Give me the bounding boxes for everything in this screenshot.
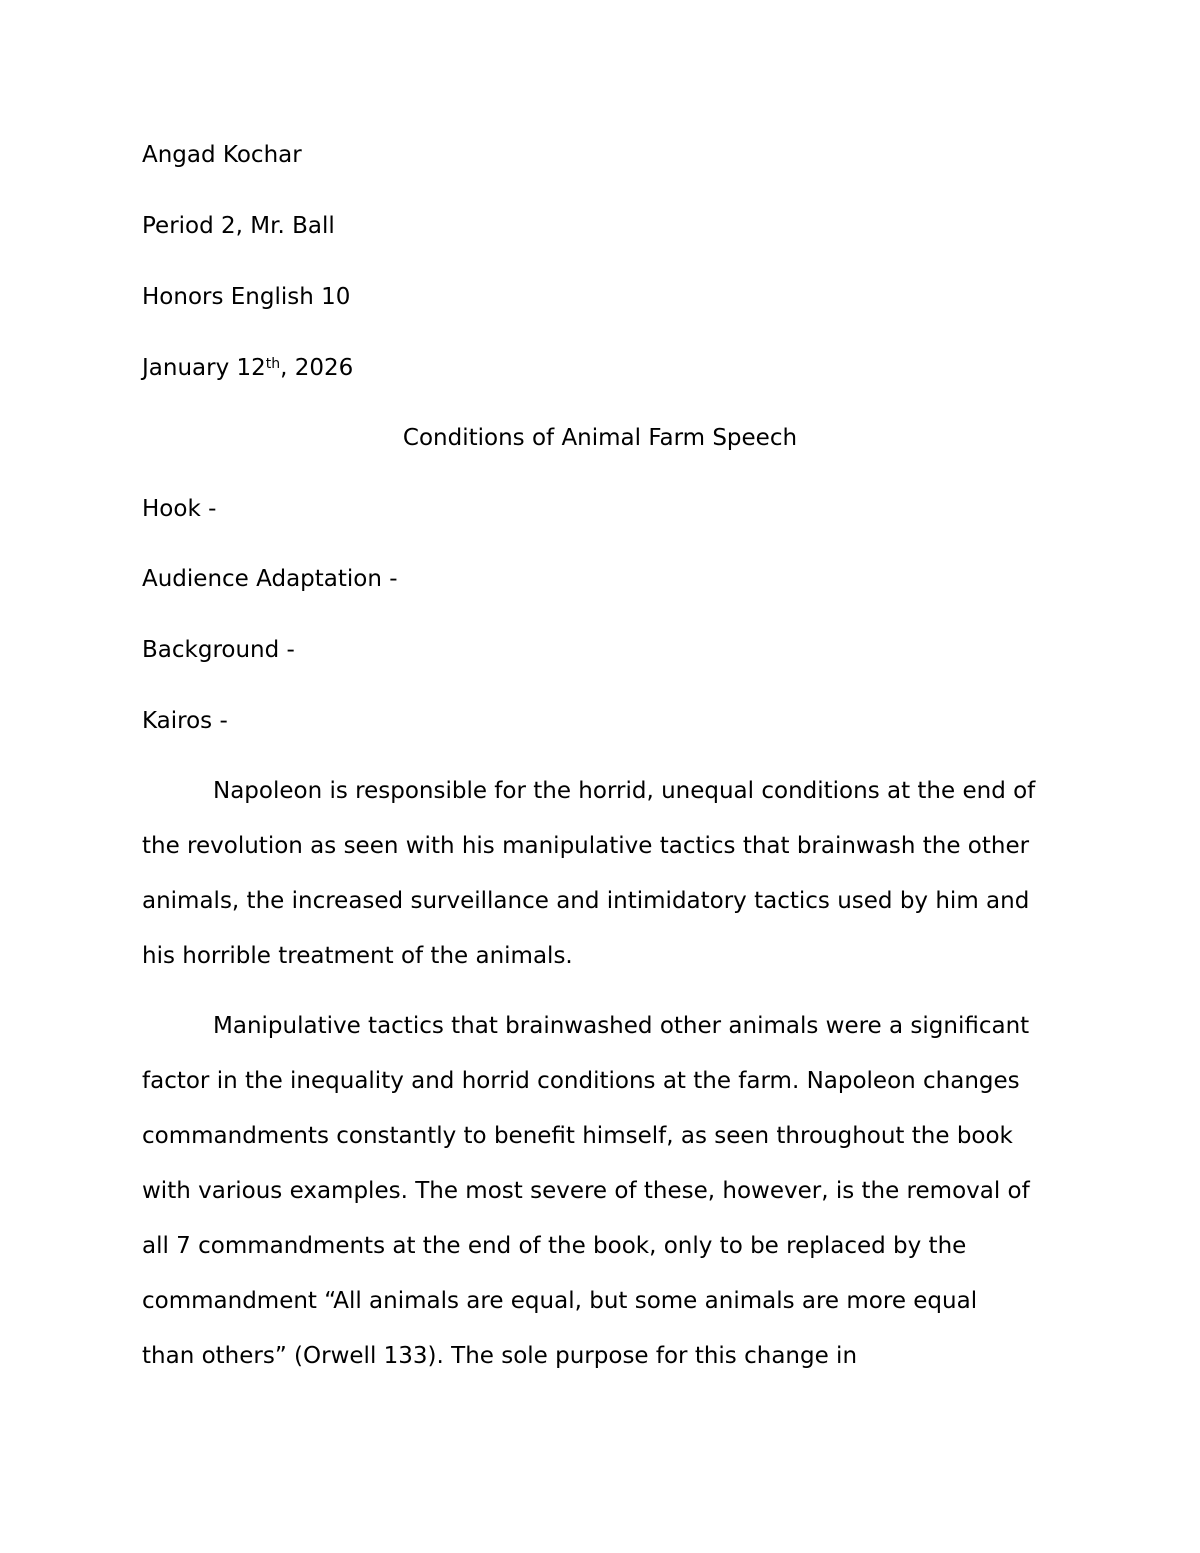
paragraph-line: his horrible treatment of the animals. [142, 943, 573, 969]
outline-hook: Hook - [142, 496, 217, 522]
date-superscript: th [265, 356, 281, 372]
paragraph-line: Manipulative tactics that brainwashed other animals were a significant [213, 1013, 1030, 1039]
paragraph-line: Napoleon is responsible for the horrid, unequal conditions at the end of [213, 778, 1036, 804]
course-name: Honors English 10 [142, 284, 351, 310]
date-line [142, 353, 353, 383]
paragraph-line: all 7 commandments at the end of the book, only to be replaced by the [142, 1233, 967, 1259]
document-title: Conditions of Animal Farm Speech [402, 425, 798, 451]
outline-kairos: Kairos - [142, 708, 228, 734]
paragraph-line: factor in the inequality and horrid conditions at the farm. Napoleon changes [142, 1068, 1020, 1094]
paragraph-line: commandment “All animals are equal, but some animals are more equal [142, 1288, 978, 1314]
paragraph-line: with various examples. The most severe of these, however, is the removal of [142, 1178, 1030, 1204]
paragraph-line: than others” (Orwell 133). The sole purpose for this change in [142, 1343, 858, 1369]
outline-audience-adaptation: Audience Adaptation - [142, 566, 398, 592]
class-period: Period 2, Mr. Ball [142, 213, 335, 239]
outline-background: Background - [142, 637, 295, 663]
date-prefix: January 12 [142, 355, 266, 381]
student-name: Angad Kochar [142, 142, 302, 168]
paragraph-line: the revolution as seen with his manipulative tactics that brainwash the other [142, 833, 1030, 859]
paragraph-line: commandments constantly to benefit himself, as seen throughout the book [142, 1123, 1013, 1149]
paragraph-line: animals, the increased surveillance and intimidatory tactics used by him and [142, 888, 1030, 914]
date-suffix: , 2026 [280, 355, 354, 381]
